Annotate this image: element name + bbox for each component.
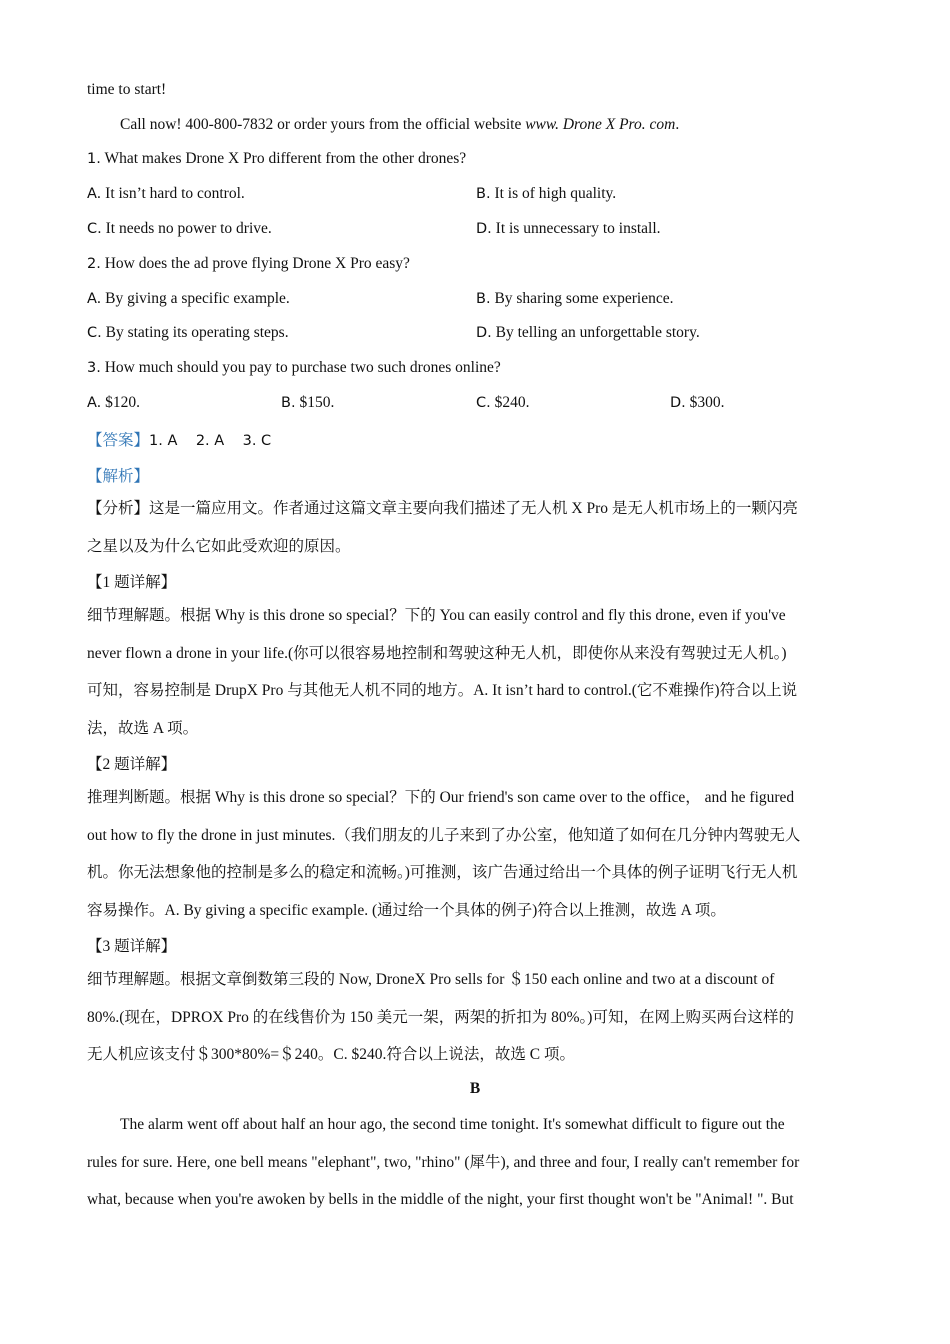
detail-line: 容易操作。A. By giving a specific example. (通过给一个具体的例子)符合以上推测，故选 A 项。 (87, 901, 726, 919)
section-b-paragraph (87, 1106, 865, 1219)
detail-line: 细节理解题。根据 Why is this drone so special？下的 You can easily control and fly this drone, even if you've (87, 607, 786, 624)
q2-option-d: D. By telling an unforgettable story. (476, 324, 700, 341)
question-3 (87, 359, 501, 377)
detail-line: 推理判断题。根据 Why is this drone so special？下的 Our friend's son came over to the office， and he figured (87, 789, 795, 806)
question-text: What makes Drone X Pro different from the other drones? (104, 150, 467, 167)
call-to-action (120, 116, 679, 134)
question-number: 1. (87, 151, 101, 167)
q1-option-a: A. It isn’t hard to control. (87, 185, 245, 202)
intro-end-text: time to start! (87, 81, 167, 98)
answer-line (87, 428, 271, 450)
call-period: . (675, 116, 680, 133)
summary-line: 【分析】这是一篇应用文。作者通过这篇文章主要向我们描述了无人机 X Pro 是无人机市场上的一颗闪亮 (87, 500, 798, 517)
q3-option-d: D. $300. (670, 394, 725, 411)
q3-option-b: B. $150. (281, 394, 335, 411)
section-b-line: what, because when you're awoken by bells in the middle of the night, your first thought won't be "Animal! ". But (87, 1191, 794, 1208)
detail-1-heading: 【1 题详解】 (87, 574, 177, 591)
call-text: Call now! 400-800-7832 or order yours from the official website (120, 116, 526, 133)
detail-line: 80%.(现在，DPROX Pro 的在线售价为 150 美元一架，两架的折扣为 80%。)可知，在网上购买两台这样的 (87, 1008, 794, 1026)
q1-option-c: C. It needs no power to drive. (87, 220, 272, 237)
q2-option-c: C. By stating its operating steps. (87, 324, 289, 341)
q2-option-b: B. By sharing some experience. (476, 290, 674, 307)
question-number: 3. (87, 360, 101, 376)
question-text: How much should you pay to purchase two such drones online? (104, 359, 501, 376)
q1-option-b: B. It is of high quality. (476, 185, 617, 202)
answer-text: 1. A 2. A 3. C (149, 433, 272, 449)
detail-line: 可知，容易控制是 DrupX Pro 与其他无人机不同的地方。A. It isn’t hard to control.(它不难操作)符合以上说 (87, 682, 798, 699)
detail-2-paragraph (87, 779, 865, 929)
section-b-line: rules for sure. Here, one bell means "elephant", two, "rhino" (犀牛), and three and four, I really can't remember for (87, 1153, 800, 1171)
detail-line: 细节理解题。根据文章倒数第三段的 Now, DroneX Pro sells for ＄150 each online and two at a discount of (87, 971, 775, 988)
detail-2-heading: 【2 题详解】 (87, 756, 177, 773)
detail-3-paragraph (87, 961, 865, 1074)
question-2 (87, 255, 410, 273)
summary-line: 之星以及为什么它如此受欢迎的原因。 (87, 537, 351, 555)
detail-1-paragraph (87, 597, 865, 747)
detail-line: 机。你无法想象他的控制是多么的稳定和流畅。)可推测，该广告通过给出一个具体的例子证明飞行无人机 (87, 864, 798, 881)
section-b-title: B (469, 1080, 481, 1097)
question-number: 2. (87, 256, 101, 272)
question-text: How does the ad prove flying Drone X Pro easy? (104, 255, 410, 272)
detail-3-heading: 【3 题详解】 (87, 938, 177, 955)
q3-option-a: A. $120. (87, 394, 141, 411)
question-1 (87, 150, 466, 168)
q2-option-a: A. By giving a specific example. (87, 290, 290, 307)
q3-option-c: C. $240. (476, 394, 530, 411)
section-b-line: The alarm went off about half an hour ago, the second time tonight. It's somewhat difficult to figure out the (120, 1116, 785, 1133)
detail-line: 无人机应该支付＄300*80%=＄240。C. $240.符合以上说法，故选 C 项。 (87, 1046, 575, 1063)
detail-line: out how to fly the drone in just minutes.（我们朋友的儿子来到了办公室，他知道了如何在几分钟内驾驶无人 (87, 826, 801, 844)
answer-label: 【答案】 (87, 432, 150, 449)
detail-line: never flown a drone in your life.(你可以很容易地控制和驾驶这种无人机，即使你从来没有驾驶过无人机。) (87, 644, 787, 662)
website-link: www. Drone X Pro. com (525, 116, 676, 133)
summary-paragraph (87, 490, 865, 565)
q1-option-d: D. It is unnecessary to install. (476, 220, 661, 237)
analysis-label: 【解析】 (87, 468, 150, 485)
detail-line: 法，故选 A 项。 (87, 719, 199, 737)
